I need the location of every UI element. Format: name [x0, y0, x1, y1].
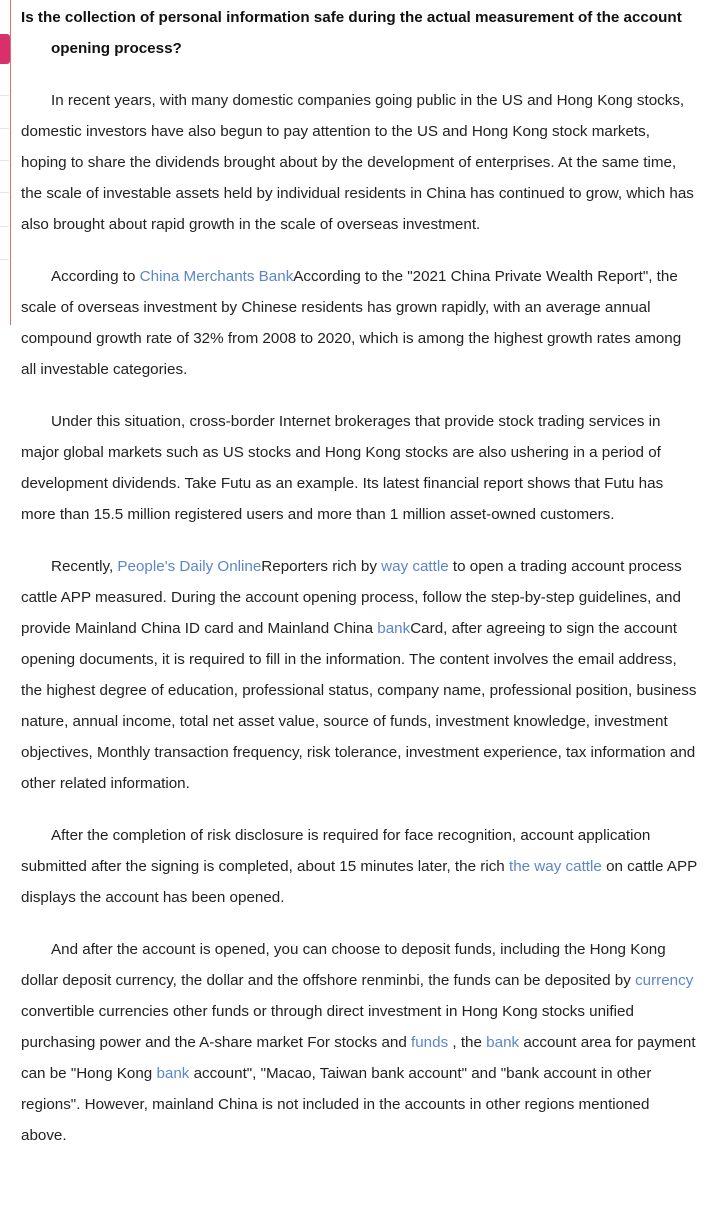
keyword-link[interactable]: bank — [377, 620, 411, 637]
paragraph-text: According to the "2021 China Private Wealth Report", the scale of overseas investment by Chinese residents has grown rapidly, with an average annual compound growth rate of 32% from 2008 to 2020, which is among the highest growth rates among all investable categories. — [21, 268, 682, 378]
paragraph-text: account area for payment can be "Hong Kong — [21, 1034, 696, 1082]
article-paragraph — [21, 85, 697, 240]
article-paragraphs — [21, 85, 697, 1151]
sidebar-accent-marker — [0, 34, 10, 64]
paragraph-text: After the completion of risk disclosure is required for face recognition, account application submitted after the signing is completed, about 15 minutes later, the rich — [21, 827, 651, 875]
article-heading-text: Is the collection of personal information safe during the actual measurement of the account opening process? — [21, 9, 682, 57]
paragraph-text: And after the account is opened, you can choose to deposit funds, including the Hong Kong dollar deposit currency, the dollar and the offshore renminbi, the funds can be deposited by — [21, 941, 666, 989]
paragraph-text: In recent years, with many domestic companies going public in the US and Hong Kong stocks, domestic investors have also begun to pay attention to the US and Hong Kong stock markets, hoping to share the dividends brought about by the development of enterprises. At the same time, the scale of investable assets held by individual residents in China has continued to grow, which has also brought about rapid growth in the scale of overseas investment. — [21, 92, 694, 233]
keyword-link[interactable]: the way cattle — [508, 858, 602, 875]
paragraph-text: Card, after agreeing to sign the account opening documents, it is required to fill in the information. The content involves the email address, the highest degree of education, professional status, company name, professional position, business nature, annual income, total net asset value, source of funds, investment knowledge, investment objectives, Monthly transaction frequency, risk tolerance, investment experience, tax information and other related information. — [21, 620, 697, 792]
sidebar-divider — [0, 95, 9, 96]
keyword-link[interactable]: funds — [411, 1034, 449, 1051]
paragraph-text: Reporters rich by — [261, 558, 382, 575]
paragraph-text: Under this situation, cross-border Internet brokerages that provide stock trading services in major global markets such as US stocks and Hong Kong stocks are also ushering in a period of development dividends. Take Futu as an example. Its latest financial report shows that Futu has more than 15.5 million registered users and more than 1 million asset-owned customers. — [21, 413, 664, 523]
paragraph-text: on cattle APP displays the account has been opened. — [21, 858, 697, 906]
paragraph-text: account", "Macao, Taiwan bank account" and "bank account in other regions". However, mainland China is not included in the accounts in other regions mentioned above. — [21, 1065, 652, 1144]
article-paragraph — [21, 261, 697, 385]
sidebar-divider — [0, 192, 9, 193]
left-sidebar-rail — [0, 0, 11, 325]
sidebar-divider — [0, 128, 9, 129]
keyword-link[interactable]: way cattle — [381, 558, 449, 575]
paragraph-text: According to — [51, 268, 140, 285]
keyword-link[interactable]: China Merchants Bank — [139, 268, 294, 285]
keyword-link[interactable]: currency — [635, 972, 694, 989]
sidebar-divider — [0, 259, 9, 260]
paragraph-text: to open a trading account process cattle APP measured. During the account opening process, follow the step-by-step guidelines, and provide Mainland China ID card and Mainland China — [21, 558, 682, 637]
paragraph-text: , the — [448, 1034, 487, 1051]
article-heading — [21, 2, 697, 64]
article-paragraph — [21, 934, 697, 1151]
keyword-link[interactable]: People's Daily Online — [117, 558, 262, 575]
article-paragraph — [21, 820, 697, 913]
sidebar-divider — [0, 226, 9, 227]
article-paragraph — [21, 406, 697, 530]
keyword-link[interactable]: bank — [156, 1065, 190, 1082]
sidebar-divider — [0, 160, 9, 161]
article-paragraph — [21, 551, 697, 799]
paragraph-text: Recently, — [51, 558, 118, 575]
paragraph-text: convertible currencies other funds or through direct investment in Hong Kong stocks unified purchasing power and the A-share market For stocks and — [21, 1003, 634, 1051]
keyword-link[interactable]: bank — [486, 1034, 520, 1051]
article-body — [21, 2, 697, 1172]
